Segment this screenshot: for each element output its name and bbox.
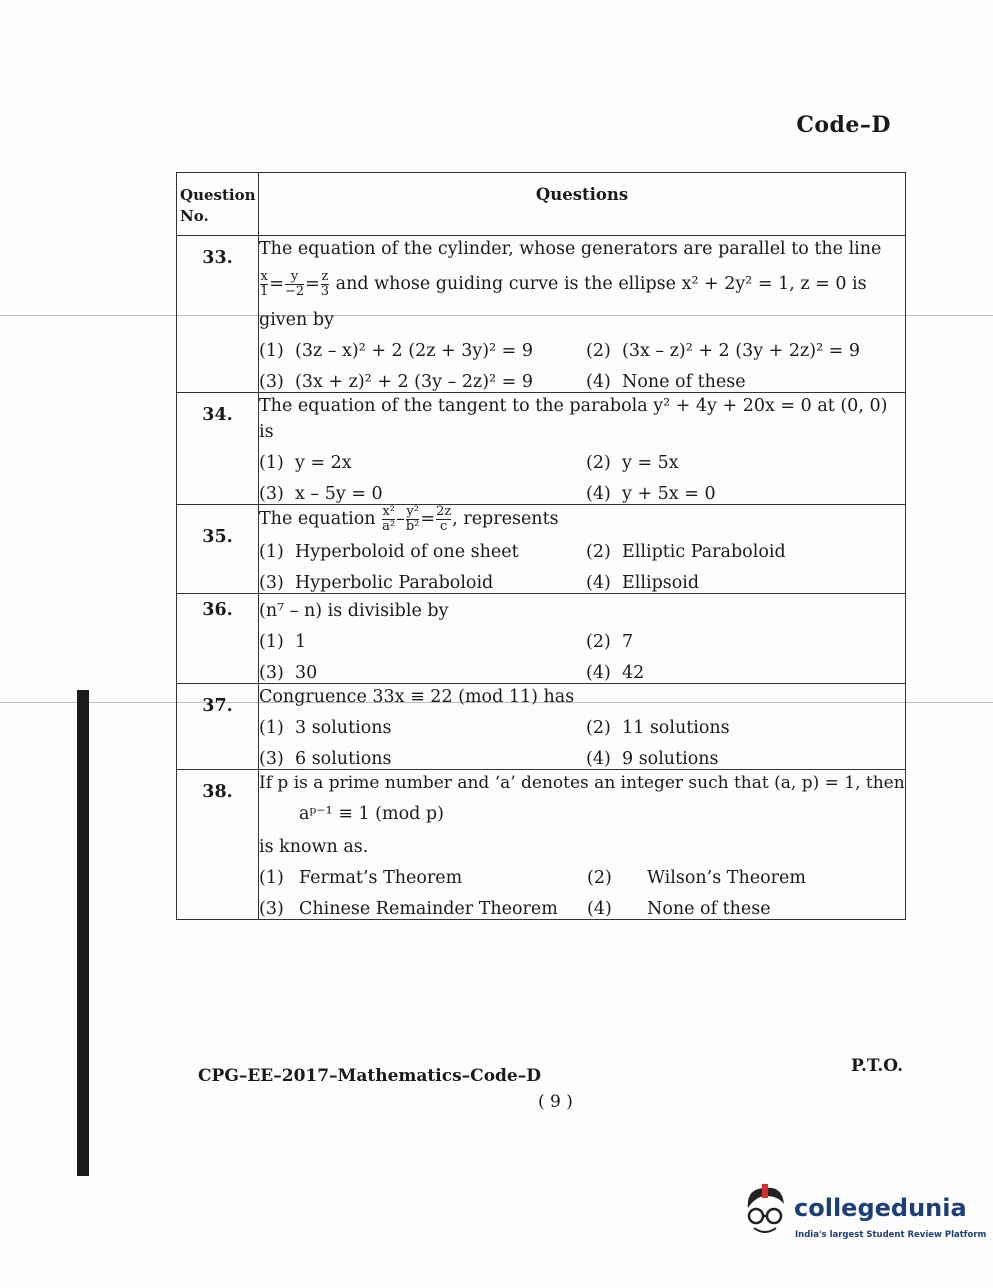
option: (4) Ellipsoid (586, 573, 700, 593)
collegedunia-logo (738, 1182, 987, 1252)
question-stem: The equation of the cylinder, whose generators are parallel to the line (259, 239, 882, 259)
question-stem: Congruence 33x ≡ 22 (mod 11) has (259, 687, 575, 707)
fraction: $\frac{2z}{c}$ (436, 504, 452, 534)
logo-tagline: India's largest Student Review Platform (795, 1230, 987, 1240)
fraction: $\frac{z}{3}$ (320, 269, 330, 299)
question-body (259, 770, 906, 920)
question-number: 33. (177, 236, 259, 393)
question-row (177, 505, 906, 594)
question-body (259, 236, 906, 393)
option: (2) (3x – z)² + 2 (3y + 2z)² = 9 (586, 341, 861, 361)
formula: aᵖ⁻¹ ≡ 1 (mod p) (299, 804, 444, 824)
question-number: 36. (177, 594, 259, 684)
option: (1) Hyperboloid of one sheet (259, 542, 519, 562)
option: (3) Hyperbolic Paraboloid (259, 573, 494, 593)
question-number: 35. (177, 505, 259, 594)
question-stem: The equation of the tangent to the parabola y² + 4y + 20x = 0 at (0, 0) is (259, 396, 888, 442)
scan-edge-bar (77, 690, 89, 1176)
question-body (259, 505, 906, 594)
question-stem-line3: given by (259, 310, 334, 330)
option: (2) Wilson’s Theorem (587, 868, 806, 888)
question-body (259, 684, 906, 770)
question-row (177, 236, 906, 393)
question-row (177, 594, 906, 684)
option: (4) None of these (586, 372, 746, 392)
question-stem: If p is a prime number and ‘a’ denotes an integer such that (a, p) = 1, then (259, 773, 905, 793)
options (259, 632, 905, 683)
option: (2) Elliptic Paraboloid (586, 542, 786, 562)
question-row (177, 393, 906, 505)
question-body (259, 594, 906, 684)
pto-label: P.T.O. (851, 1056, 903, 1076)
option: (3) x – 5y = 0 (259, 484, 383, 504)
logo-name: collegedunia (794, 1194, 967, 1222)
option: (3) 30 (259, 663, 318, 683)
question-body (259, 393, 906, 505)
fraction: $\frac{x}{1}$ (260, 269, 269, 299)
option: (2) 11 solutions (586, 718, 730, 738)
question-row (177, 684, 906, 770)
question-number: 34. (177, 393, 259, 505)
option: (1) Fermat’s Theorem (259, 868, 463, 888)
option: (1) y = 2x (259, 453, 352, 473)
question-row (177, 770, 906, 920)
option: (1) 1 (259, 632, 307, 652)
option: (1) (3z – x)² + 2 (2z + 3y)² = 9 (259, 341, 534, 361)
option: (4) 9 solutions (586, 749, 719, 769)
option: (2) 7 (586, 632, 634, 652)
exam-code: Code–D (796, 112, 891, 138)
options (259, 868, 905, 919)
options (259, 718, 905, 769)
question-number: 38. (177, 770, 259, 920)
questions-table (176, 172, 906, 920)
mascot-icon (738, 1182, 794, 1246)
option: (2) y = 5x (586, 453, 679, 473)
options (259, 453, 905, 504)
option: (3) Chinese Remainder Theorem (259, 899, 558, 919)
page-number: ( 9 ) (538, 1092, 573, 1112)
option: (4) y + 5x = 0 (586, 484, 716, 504)
question-stem-line2: is known as. (259, 837, 369, 857)
option: (3) (3x + z)² + 2 (3y – 2z)² = 9 (259, 372, 534, 392)
option: (3) 6 solutions (259, 749, 392, 769)
footer-code: CPG–EE–2017–Mathematics–Code–D (198, 1066, 541, 1086)
header-questions: Questions (259, 173, 906, 236)
option: (1) 3 solutions (259, 718, 392, 738)
question-stem-line2: $\frac{x}{1}$ = $\frac{y}{-2}$ = $\frac{z}{3}$ and whose guiding curve is the ellipse x² + 2y² = 1, z = 0 is (260, 269, 867, 299)
table-header-row (177, 173, 906, 236)
header-question-no: Question No. (177, 173, 259, 236)
fraction: $\frac{\text{x²}}{\text{a²}}$ (382, 504, 396, 534)
fraction: $\frac{y}{-2}$ (284, 269, 305, 299)
fraction: $\frac{\text{y²}}{\text{b²}}$ (405, 504, 420, 534)
options (259, 542, 905, 593)
option: (4) None of these (587, 899, 771, 919)
options (259, 341, 905, 392)
option: (4) 42 (586, 663, 645, 683)
question-stem: The equation $\frac{\text{x²}}{\text{a²}}$ – $\frac{\text{y²}}{\text{b²}}$ = $\frac{2z}{c}$ , represents (259, 504, 559, 534)
question-number: 37. (177, 684, 259, 770)
question-stem: (n⁷ – n) is divisible by (259, 601, 449, 621)
